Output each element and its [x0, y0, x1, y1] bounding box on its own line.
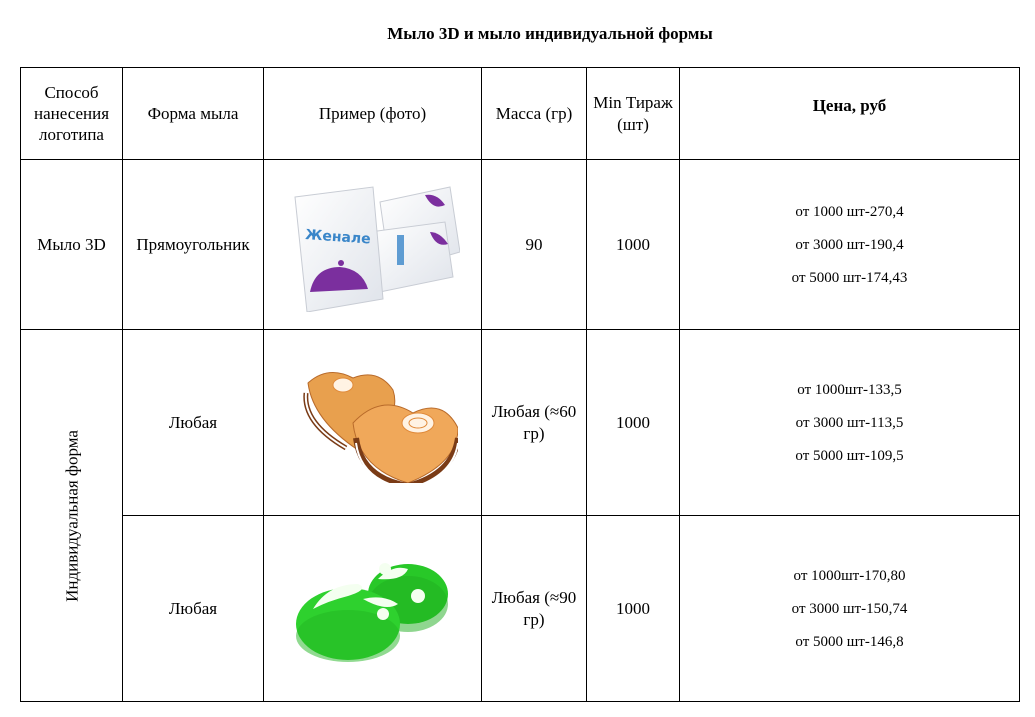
table-row [21, 516, 1020, 702]
price-line: от 3000 шт-190,4 [795, 236, 904, 253]
row-photo-cell [264, 160, 482, 330]
price-line: от 1000 шт-270,4 [795, 203, 904, 220]
header-method: Способ нанесения логотипа [21, 68, 123, 160]
header-mass: Масса (гр) [482, 68, 587, 160]
row-prices [680, 160, 1020, 330]
row-min-run: 1000 [587, 516, 680, 702]
row-method: Мыло 3D [21, 160, 123, 330]
price-line: от 5000 шт-146,8 [795, 633, 904, 650]
green-soap-photo [293, 554, 453, 664]
price-line: от 1000шт-133,5 [797, 381, 902, 398]
row-method-merged [21, 330, 123, 702]
individual-method-label: Индивидуальная форма [61, 429, 81, 602]
price-line: от 3000 шт-113,5 [795, 414, 904, 431]
price-line: от 5000 шт-174,43 [791, 269, 908, 286]
row-shape: Любая [123, 330, 264, 516]
row-photo-cell [264, 330, 482, 516]
price-line: от 3000 шт-150,74 [791, 600, 908, 617]
header-shape: Форма мыла [123, 68, 264, 160]
header-price: Цена, руб [680, 68, 1020, 160]
table-row [21, 160, 1020, 330]
heart-soap-photo [288, 363, 458, 483]
header-row [21, 68, 1020, 160]
header-example: Пример (фото) [264, 68, 482, 160]
price-line: от 5000 шт-109,5 [795, 447, 904, 464]
row-mass: 90 [482, 160, 587, 330]
row-prices [680, 516, 1020, 702]
rectangular-soap-photo [285, 177, 460, 312]
table-row [21, 330, 1020, 516]
row-min-run: 1000 [587, 330, 680, 516]
row-mass: Любая (≈60 гр) [482, 330, 587, 516]
header-min-run: Min Тираж (шт) [587, 68, 680, 160]
row-shape: Прямоугольник [123, 160, 264, 330]
soap-brand-text: Женале [304, 227, 372, 248]
page-title: Мыло 3D и мыло индивидуальной формы [387, 24, 713, 43]
row-min-run: 1000 [587, 160, 680, 330]
row-photo-cell [264, 516, 482, 702]
row-shape: Любая [123, 516, 264, 702]
row-mass: Любая (≈90 гр) [482, 516, 587, 702]
price-line: от 1000шт-170,80 [793, 567, 906, 584]
price-table [20, 67, 1020, 702]
row-prices [680, 330, 1020, 516]
